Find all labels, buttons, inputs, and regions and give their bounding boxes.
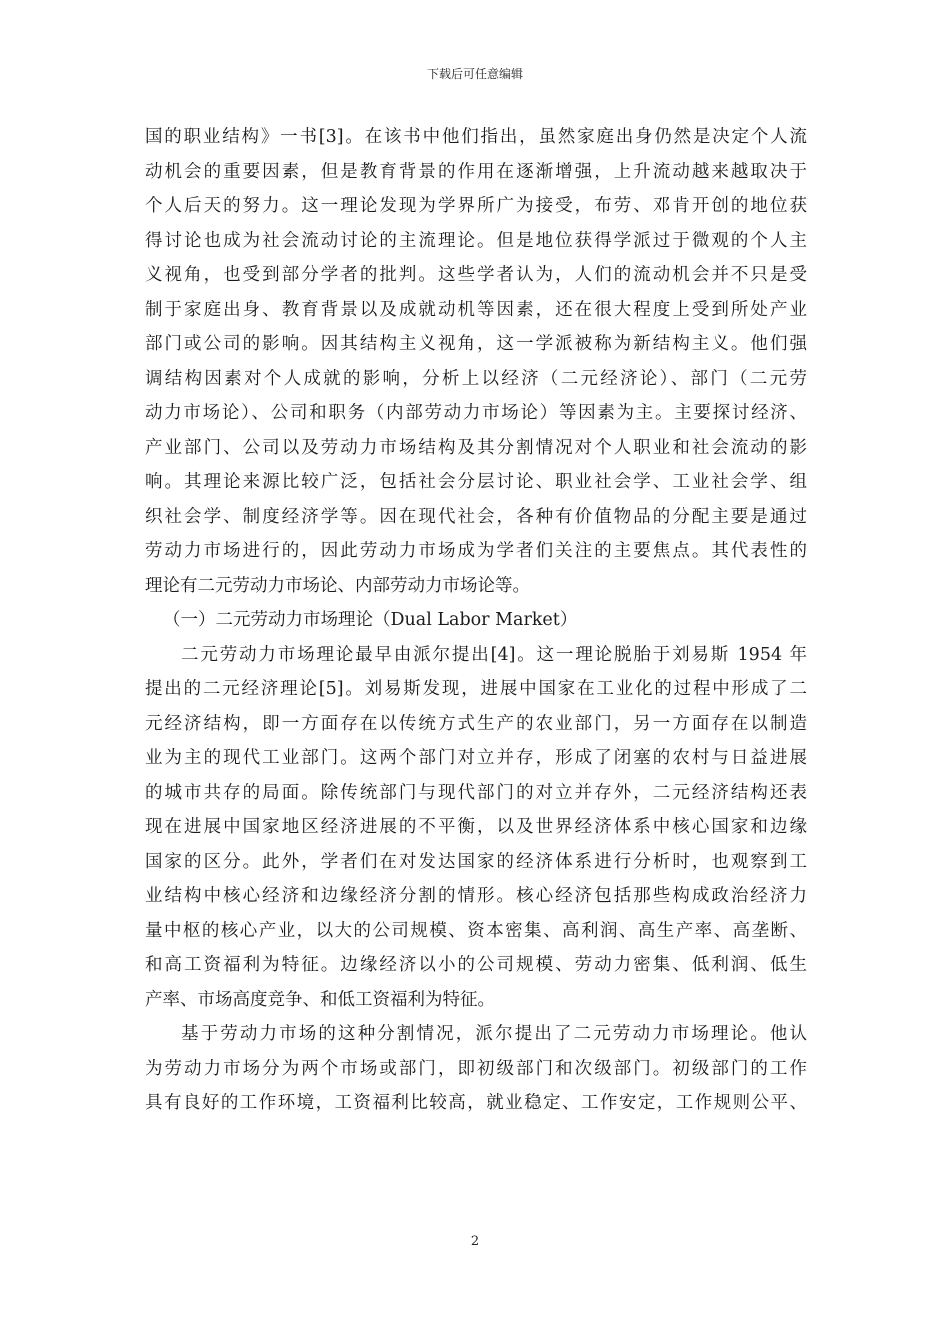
text-line: 基于劳动力市场的这种分割情况，派尔提出了二元劳动力市场理论。他认 [181,1024,807,1044]
body-text [145,120,807,1121]
text-line: 国家的区分。此外，学者们在对发达国家的经济体系进行分析时，也观察到工 [145,851,807,872]
page-header: 下载后可任意编辑 [426,67,523,81]
page-number: 2 [470,1234,480,1249]
text-line: 调结构因素对个人成就的影响，分析上以经济（二元经济论）、部门（二元劳 [145,368,807,389]
text-line: 义视角，也受到部分学者的批判。这些学者认为，人们的流动机会并不只是受 [145,265,807,285]
text-line: 制于家庭出身、教育背景以及成就动机等因素，还在很大程度上受到所处产业 [145,299,807,320]
text-line: 提出的二元经济理论[5]。刘易斯发现，进展中国家在工业化的过程中形成了二 [145,679,807,699]
text-line: 得讨论也成为社会流动讨论的主流理论。但是地位获得学派过于微观的个人主 [145,230,807,251]
text-line: 产率、市场高度竞争、和低工资福利为特征。 [145,989,495,1010]
text-line: 量中枢的核心产业，以大的公司规模、资本密集、高利润、高生产率、高垄断、 [145,920,807,941]
text-line: 理论有二元劳动力市场论、内部劳动力市场论等。 [145,575,530,596]
text-line: 织社会学、制度经济学等。因在现代社会，各种有价值物品的分配主要是通过 [145,506,807,527]
text-line: 二元劳动力市场理论最早由派尔提出[4]。这一理论脱胎于刘易斯 1954 年 [181,644,807,665]
text-line: 部门或公司的影响。因其结构主义视角，这一学派被称为新结构主义。他们强 [145,334,807,354]
text-line: 元经济结构，即一方面存在以传统方式生产的农业部门，另一方面存在以制造 [145,713,807,734]
text-line: 动机会的重要因素，但是教育背景的作用在逐渐增强，上升流动越来越取决于 [145,161,807,182]
text-line: 劳动力市场进行的，因此劳动力市场成为学者们关注的主要焦点。其代表性的 [145,541,807,561]
text-line: 个人后天的努力。这一理论发现为学界所广为接受，布劳、邓肯开创的地位获 [145,196,807,216]
text-line: 产业部门、公司以及劳动力市场结构及其分割情况对个人职业和社会流动的影 [145,437,807,458]
text-line: 的城市共存的局面。除传统部门与现代部门的对立并存外，二元经济结构还表 [145,782,807,803]
section-heading: （一）二元劳动力市场理论（Dual Labor Market） [163,610,578,630]
text-line: 为劳动力市场分为两个市场或部门，即初级部门和次级部门。初级部门的工作 [145,1058,807,1079]
text-line: 现在进展中国家地区经济进展的不平衡，以及世界经济体系中核心国家和边缘 [145,817,807,837]
text-line: 响。其理论来源比较广泛，包括社会分层讨论、职业社会学、工业社会学、组 [145,472,807,492]
text-line: 业结构中核心经济和边缘经济分割的情形。核心经济包括那些构成政治经济力 [145,886,807,906]
text-line: 动力市场论）、公司和职务（内部劳动力市场论）等因素为主。主要探讨经济、 [145,403,807,423]
text-line: 业为主的现代工业部门。这两个部门对立并存，形成了闭塞的农村与日益进展 [145,748,807,768]
text-line: 和高工资福利为特征。边缘经济以小的公司规模、劳动力密集、低利润、低生 [145,955,807,975]
text-line: 具有良好的工作环境，工资福利比较高，就业稳定、工作安定，工作规则公平、 [145,1093,807,1113]
text-line: 国的职业结构》一书[3]。在该书中他们指出，虽然家庭出身仍然是决定个人流 [145,127,807,147]
